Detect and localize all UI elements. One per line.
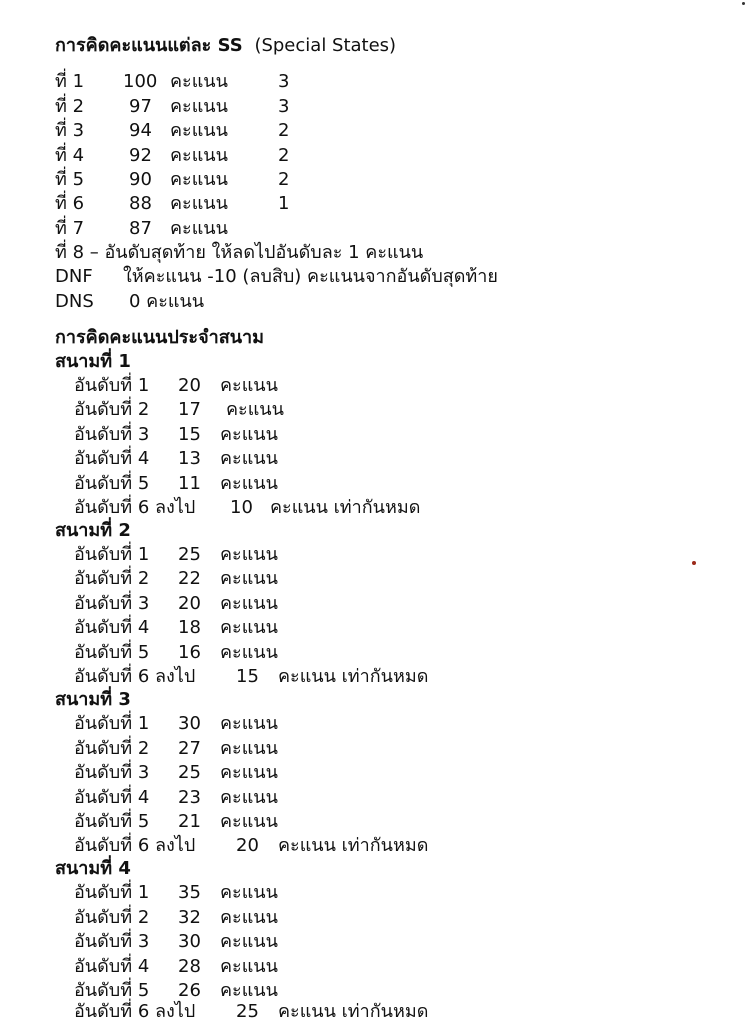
rank-score: 11 [178, 473, 201, 494]
field-title: สนามที่ 2 [55, 520, 131, 541]
rank-unit: คะแนน [220, 738, 278, 759]
rank-score: 21 [178, 811, 201, 832]
rank-unit: คะแนน [220, 473, 278, 494]
field-scoring-title: การคิดคะแนนประจำสนาม [55, 327, 265, 348]
field-title: สนามที่ 4 [55, 858, 131, 879]
rank-unit: คะแนน [220, 642, 278, 663]
dns-rule: 0 คะแนน [129, 291, 205, 312]
ss-unit: คะแนน [170, 193, 228, 214]
rank-unit: คะแนน [220, 448, 278, 469]
ss-unit: คะแนน [170, 71, 228, 92]
rank-score: 25 [236, 1001, 259, 1022]
rank-label: อันดับที่ 5 [74, 811, 150, 832]
rank-unit: คะแนน [220, 375, 278, 396]
rank-unit: คะแนน เท่ากันหมด [278, 666, 429, 687]
ss-position: ที่ 2 [55, 96, 85, 117]
rank-unit: คะแนน [220, 787, 278, 808]
rank-label: อันดับที่ 6 ลงไป [74, 497, 196, 518]
rank-score: 25 [178, 544, 201, 565]
rank-unit: คะแนน [220, 713, 278, 734]
rank-unit: คะแนน [220, 568, 278, 589]
rank-unit: คะแนน เท่ากันหมด [278, 835, 429, 856]
ss-score: 90 [129, 169, 152, 190]
dnf-label: DNF [55, 266, 93, 287]
rank-score: 20 [178, 593, 201, 614]
rank-score: 25 [178, 762, 201, 783]
ss-position: ที่ 3 [55, 120, 85, 141]
rank-unit: คะแนน เท่ากันหมด [278, 1001, 429, 1022]
rank-label: อันดับที่ 5 [74, 642, 150, 663]
rank-label: อันดับที่ 1 [74, 544, 150, 565]
rank-unit: คะแนน [220, 931, 278, 952]
rank-unit: คะแนน [220, 980, 278, 1001]
ss-position: ที่ 7 [55, 218, 85, 239]
ss-extra: 2 [278, 169, 290, 190]
ss-extra: 1 [278, 193, 290, 214]
rank-score: 10 [230, 497, 253, 518]
rank-label: อันดับที่ 2 [74, 399, 150, 420]
field-title: สนามที่ 1 [55, 351, 131, 372]
ss-extra: 2 [278, 145, 290, 166]
ss-position: ที่ 6 [55, 193, 85, 214]
rank-score: 13 [178, 448, 201, 469]
rank-unit: คะแนน [220, 762, 278, 783]
dnf-rule: ให้คะแนน -10 (ลบสิบ) คะแนนจากอันดับสุดท้าย [123, 266, 498, 287]
rank-label: อันดับที่ 4 [74, 448, 150, 469]
rank-score: 22 [178, 568, 201, 589]
ss-unit: คะแนน [170, 145, 228, 166]
rank-label: อันดับที่ 3 [74, 762, 150, 783]
rank-label: อันดับที่ 3 [74, 593, 150, 614]
ss-score: 100 [123, 71, 158, 92]
rank-label: อันดับที่ 4 [74, 617, 150, 638]
ss-title-paren: (Special States) [254, 35, 397, 56]
rank-unit: คะแนน [220, 617, 278, 638]
rank-unit: คะแนน [226, 399, 284, 420]
ss-score: 87 [129, 218, 152, 239]
rank-label: อันดับที่ 1 [74, 713, 150, 734]
rank-score: 30 [178, 713, 201, 734]
dns-label: DNS [55, 291, 94, 312]
ss-position: ที่ 5 [55, 169, 85, 190]
rank-label: อันดับที่ 1 [74, 375, 150, 396]
ss-unit: คะแนน [170, 218, 228, 239]
ss-score: 97 [129, 96, 152, 117]
rank-score: 26 [178, 980, 201, 1001]
ss-score: 92 [129, 145, 152, 166]
rank-label: อันดับที่ 4 [74, 787, 150, 808]
rank-label: อันดับที่ 3 [74, 931, 150, 952]
rank-label: อันดับที่ 3 [74, 424, 150, 445]
rank-score: 20 [178, 375, 201, 396]
rank-score: 35 [178, 882, 201, 903]
rank-unit: คะแนน เท่ากันหมด [270, 497, 421, 518]
rank-unit: คะแนน [220, 593, 278, 614]
rank-label: อันดับที่ 6 ลงไป [74, 835, 196, 856]
rank-label: อันดับที่ 2 [74, 568, 150, 589]
ss-unit: คะแนน [170, 120, 228, 141]
rank-unit: คะแนน [220, 907, 278, 928]
ss-extra: 3 [278, 96, 290, 117]
rank-label: อันดับที่ 2 [74, 738, 150, 759]
rank-unit: คะแนน [220, 882, 278, 903]
rank-label: อันดับที่ 2 [74, 907, 150, 928]
ss-extra: 2 [278, 120, 290, 141]
ss-position: ที่ 4 [55, 145, 85, 166]
rank-unit: คะแนน [220, 811, 278, 832]
ss-unit: คะแนน [170, 96, 228, 117]
ss-title [55, 34, 396, 58]
rank-score: 15 [178, 424, 201, 445]
rank-score: 15 [236, 666, 259, 687]
scan-speck [742, 2, 745, 5]
rank-score: 16 [178, 642, 201, 663]
scan-speck [692, 561, 696, 565]
rank-unit: คะแนน [220, 956, 278, 977]
rank-label: อันดับที่ 5 [74, 473, 150, 494]
rank-label: อันดับที่ 6 ลงไป [74, 1001, 196, 1022]
ss-score: 94 [129, 120, 152, 141]
ss-score: 88 [129, 193, 152, 214]
ss-unit: คะแนน [170, 169, 228, 190]
rank-score: 32 [178, 907, 201, 928]
rank-score: 20 [236, 835, 259, 856]
rank-score: 18 [178, 617, 201, 638]
field-title: สนามที่ 3 [55, 689, 131, 710]
rank-label: อันดับที่ 5 [74, 980, 150, 1001]
rank-score: 30 [178, 931, 201, 952]
rank-score: 17 [178, 399, 201, 420]
rank-score: 28 [178, 956, 201, 977]
rank-score: 23 [178, 787, 201, 808]
rank-score: 27 [178, 738, 201, 759]
rank-label: อันดับที่ 4 [74, 956, 150, 977]
rank-label: อันดับที่ 6 ลงไป [74, 666, 196, 687]
rank-label: อันดับที่ 1 [74, 882, 150, 903]
rank-unit: คะแนน [220, 544, 278, 565]
ss-title-main: การคิดคะแนนแต่ละ SS [55, 35, 243, 56]
ss-rule-8: ที่ 8 – อันดับสุดท้าย ให้ลดไปอันดับละ 1 คะแนน [55, 242, 424, 263]
rank-unit: คะแนน [220, 424, 278, 445]
ss-extra: 3 [278, 71, 290, 92]
ss-position: ที่ 1 [55, 71, 85, 92]
